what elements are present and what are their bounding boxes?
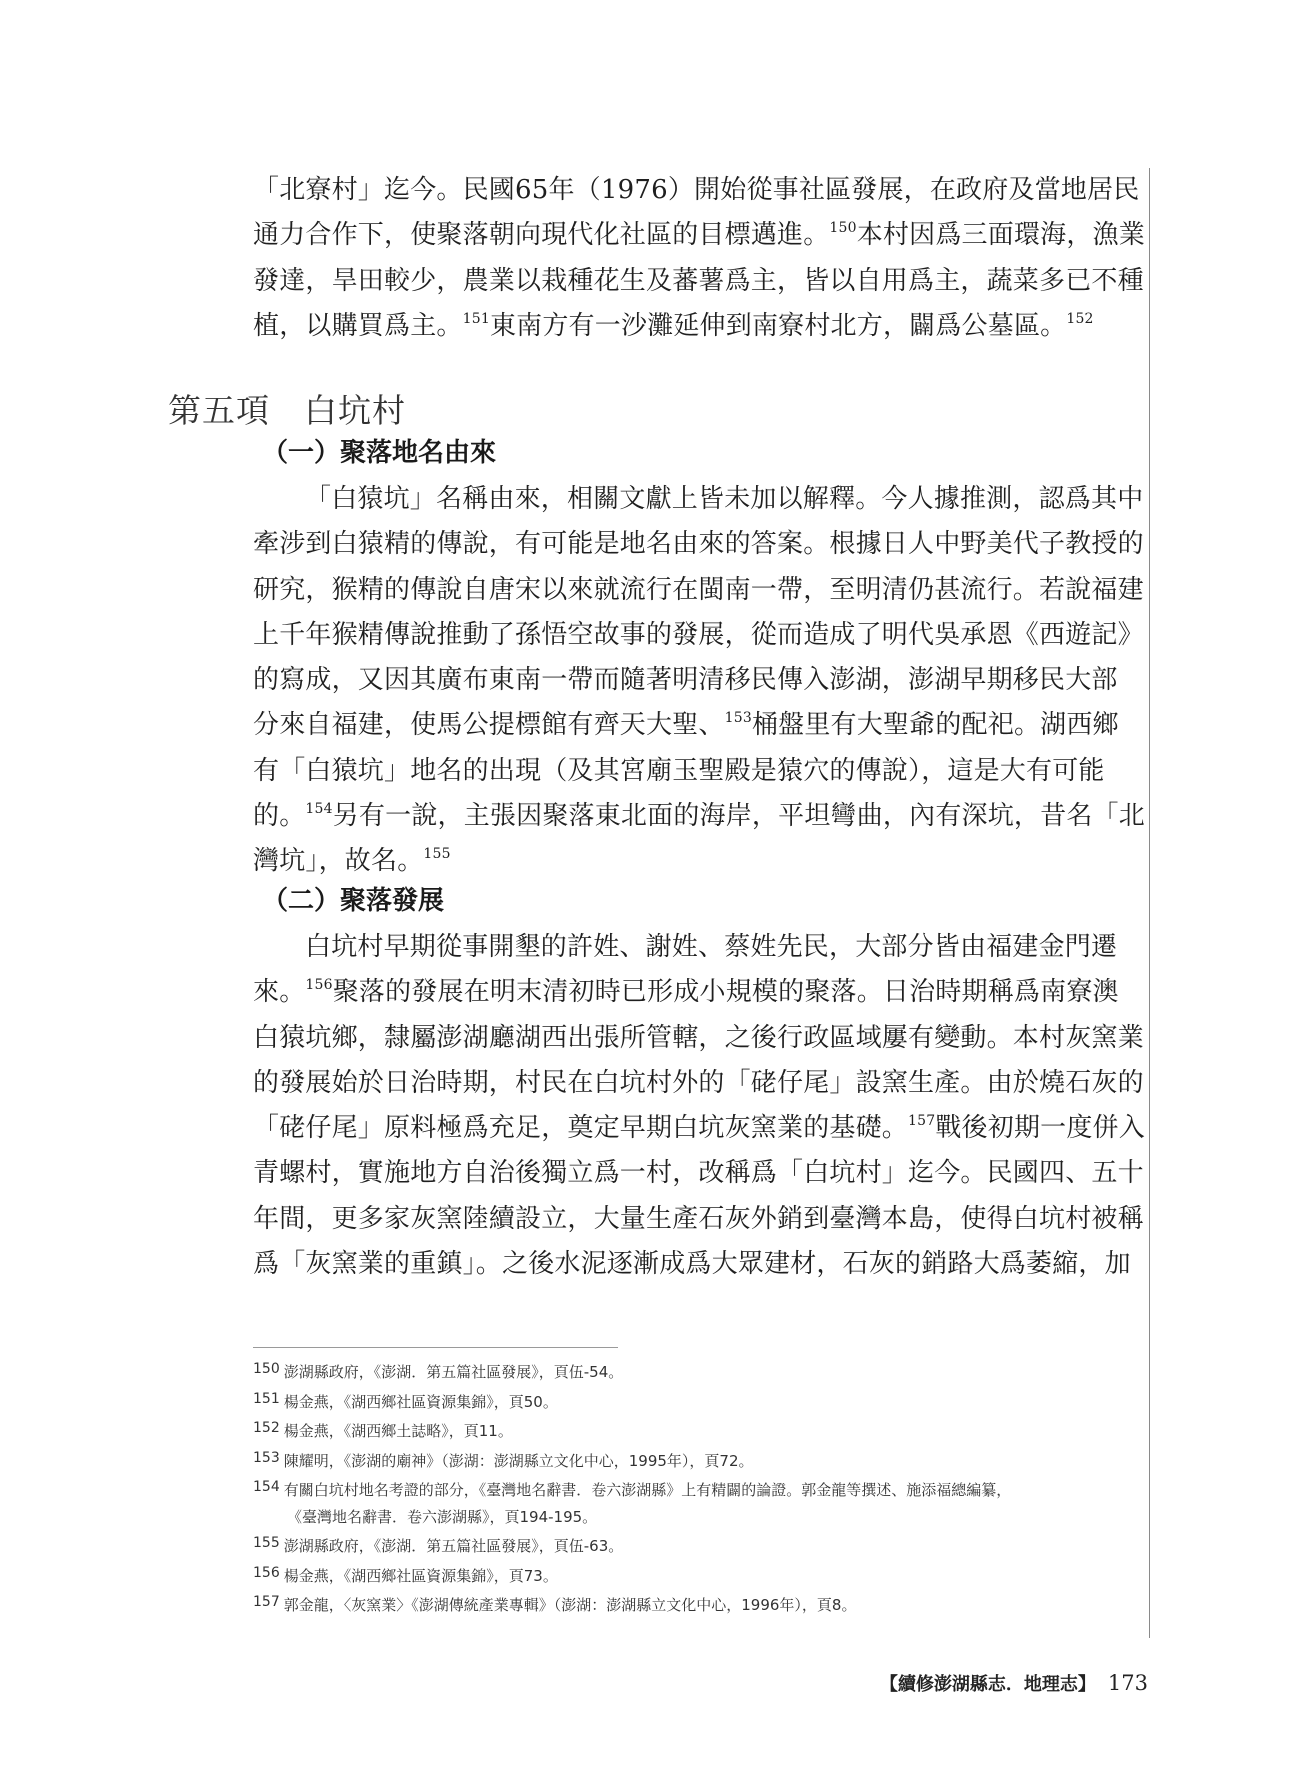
footnote-list — [253, 1356, 1153, 1619]
footnote-ref: 157 — [908, 1113, 936, 1130]
footnote-text: 楊金燕，《湖西鄉社區資源集錦》，頁50。 — [283, 1392, 558, 1411]
footnote-number: 151 — [253, 1390, 280, 1407]
line-text: 白猿坑鄉，隸屬澎湖廳湖西出張所管轄，之後行政區域屢有變動。本村灰窯業 — [253, 1022, 1144, 1053]
line-text: 有「白猿坑」地名的出現（及其宮廟玉聖殿是猿穴的傳說），這是大有可能 — [253, 755, 1105, 786]
text-line — [253, 1197, 1144, 1242]
line-text: 另有一說，主張因聚落東北面的海岸，平坦彎曲，內有深坑，昔名「北 — [332, 801, 1145, 832]
footnote-item — [253, 1560, 1153, 1590]
line-text: 白坑村早期從事開墾的許姓、謝姓、蔡姓先民，大部分皆由福建金門遷 — [305, 932, 1118, 962]
line-text: 本村因爲三面環海，漁業 — [856, 220, 1145, 251]
text-line — [253, 213, 1145, 258]
footnote-divider — [253, 1347, 618, 1348]
footnote-item — [253, 1386, 1153, 1416]
footnote-number: 155 — [253, 1535, 280, 1551]
line-text: 的。 — [253, 801, 306, 832]
book-title: 【續修澎湖縣志．地理志】 — [879, 1674, 1096, 1695]
running-footer — [880, 1670, 1148, 1696]
subheading-place-name-origin: （一）聚落地名由來 — [262, 438, 497, 468]
footnote-item — [253, 1356, 1153, 1386]
section-heading — [168, 385, 406, 432]
footnote-item — [253, 1445, 1153, 1475]
paragraph-place-name-origin — [253, 477, 1145, 885]
text-line — [253, 1016, 1144, 1061]
line-text: 植，以購買爲主。 — [253, 310, 463, 341]
page-number: 173 — [1107, 1671, 1148, 1695]
text-line — [253, 794, 1145, 839]
footnote-text: 楊金燕，《湖西鄉土誌略》，頁11。 — [283, 1422, 513, 1440]
text-line — [253, 1151, 1144, 1196]
line-text: 青螺村，實施地方自治後獨立爲一村，改稱爲「白坑村」迄今。民國四、五十 — [253, 1158, 1144, 1189]
text-line — [253, 522, 1144, 567]
text-line — [253, 1061, 1144, 1106]
footnote-text: 有關白坑村地名考證的部分，《臺灣地名辭書．卷六澎湖縣》上有精闢的論證。郭金龍等撰述、施添福總編纂， — [283, 1481, 1012, 1499]
text-line — [253, 703, 1133, 748]
text-line — [253, 839, 1133, 884]
section-number: 第五項 — [168, 391, 270, 430]
line-text: 研究，猴精的傳說自唐宋以來就流行在閩南一帶，至明清仍甚流行。若說福建 — [253, 574, 1144, 605]
text-line — [253, 259, 1144, 304]
text-line — [253, 749, 1133, 794]
text-line — [253, 568, 1144, 613]
text-line — [253, 1242, 1133, 1287]
text-line — [253, 925, 1133, 970]
line-text: 年間，更多家灰窯陸續設立，大量生產石灰外銷到臺灣本島，使得白坑村被稱 — [253, 1203, 1144, 1234]
line-text: 爲「灰窯業的重鎮」。之後水泥逐漸成爲大眾建材，石灰的銷路大爲萎縮，加 — [253, 1249, 1131, 1280]
paragraph-settlement-development — [253, 925, 1145, 1287]
text-line — [253, 304, 1133, 349]
line-text: 戰後初期一度併入 — [935, 1113, 1145, 1144]
footnote-ref: 156 — [305, 977, 333, 994]
text-line — [253, 1106, 1145, 1151]
line-text: 桶盤里有大聖爺的配祀。湖西鄉 — [751, 710, 1119, 741]
footnote-number: 150 — [253, 1361, 280, 1377]
line-text: 牽涉到白猿精的傳說，有可能是地名由來的答案。根據日人中野美代子教授的 — [253, 529, 1144, 560]
line-text: 東南方有一沙灘延伸到南寮村北方，闢爲公墓區。 — [489, 310, 1067, 341]
text-line — [253, 658, 1133, 703]
footnote-number: 152 — [253, 1420, 280, 1436]
line-text: 來。 — [253, 977, 306, 1008]
footnote-number: 156 — [253, 1564, 280, 1581]
footnote-text: 郭金龍，〈灰窯業〉《澎湖傳統產業專輯》（澎湖：澎湖縣立文化中心，1996年），頁8。 — [283, 1596, 857, 1614]
subheading-settlement-development: （二）聚落發展 — [262, 886, 445, 916]
text-line — [253, 613, 1144, 658]
footnote-item — [253, 1474, 1153, 1504]
footnote-ref: 154 — [305, 801, 333, 818]
text-line — [253, 970, 1133, 1015]
line-text: 上千年猴精傳說推動了孫悟空故事的發展，從而造成了明代吳承恩《西遊記》 — [253, 619, 1144, 650]
footnote-text: 澎湖縣政府，《澎湖．第五篇社區發展》，頁伍-63。 — [283, 1537, 624, 1555]
footnote-number: 157 — [253, 1594, 280, 1610]
text-line — [253, 477, 1144, 522]
text-line — [253, 168, 1140, 213]
line-text: 「北寮村」迄今。民國65年（1976）開始從事社區發展，在政府及當地居民 — [253, 175, 1140, 205]
line-text: 「白猿坑」名稱由來，相關文獻上皆未加以解釋。今人據推測，認爲其中 — [305, 484, 1144, 514]
footnote-text: 陳耀明，《澎湖的廟神》（澎湖：澎湖縣立文化中心，1995年），頁72。 — [283, 1451, 754, 1470]
footnote-ref: 153 — [724, 710, 752, 727]
line-text: 灣坑」，故名。 — [253, 846, 424, 877]
line-text: 分來自福建，使馬公提標館有齊天大聖、 — [253, 710, 725, 741]
section-name: 白坑村 — [304, 391, 406, 430]
line-text: 的發展始於日治時期，村民在白坑村外的「硓仔尾」設窯生產。由於燒石灰的 — [253, 1067, 1144, 1098]
line-text: 發達，旱田較少，農業以栽種花生及蕃薯爲主，皆以自用爲主，蔬菜多已不種 — [253, 265, 1144, 296]
line-text: 「硓仔尾」原料極爲充足，奠定早期白坑灰窯業的基礎。 — [253, 1113, 909, 1144]
footnote-item — [253, 1415, 1153, 1445]
footnote-number: 154 — [253, 1479, 280, 1495]
footnote-ref: 152 — [1066, 310, 1094, 327]
footnote-number: 153 — [253, 1449, 280, 1466]
footnote-ref: 151 — [462, 310, 490, 327]
footnote-item — [253, 1589, 1153, 1619]
footnote-ref: 150 — [829, 220, 857, 237]
footnote-continuation: 《臺灣地名辭書．卷六澎湖縣》，頁194-195。 — [287, 1507, 598, 1526]
footnote-item — [253, 1530, 1153, 1560]
footnote-ref: 155 — [423, 846, 451, 863]
footnote-text: 澎湖縣政府，《澎湖．第五篇社區發展》，頁伍-54。 — [283, 1363, 624, 1381]
line-text: 聚落的發展在明末清初時已形成小規模的聚落。日治時期稱爲南寮澳 — [332, 977, 1119, 1008]
line-text: 通力合作下，使聚落朝向現代化社區的目標邁進。 — [253, 220, 830, 251]
line-text: 的寫成，又因其廣布東南一帶而隨著明清移民傳入澎湖，澎湖早期移民大部 — [253, 665, 1118, 696]
paragraph-bei-liao — [253, 168, 1145, 349]
footnote-text: 楊金燕，《湖西鄉社區資源集錦》，頁73。 — [283, 1566, 558, 1585]
